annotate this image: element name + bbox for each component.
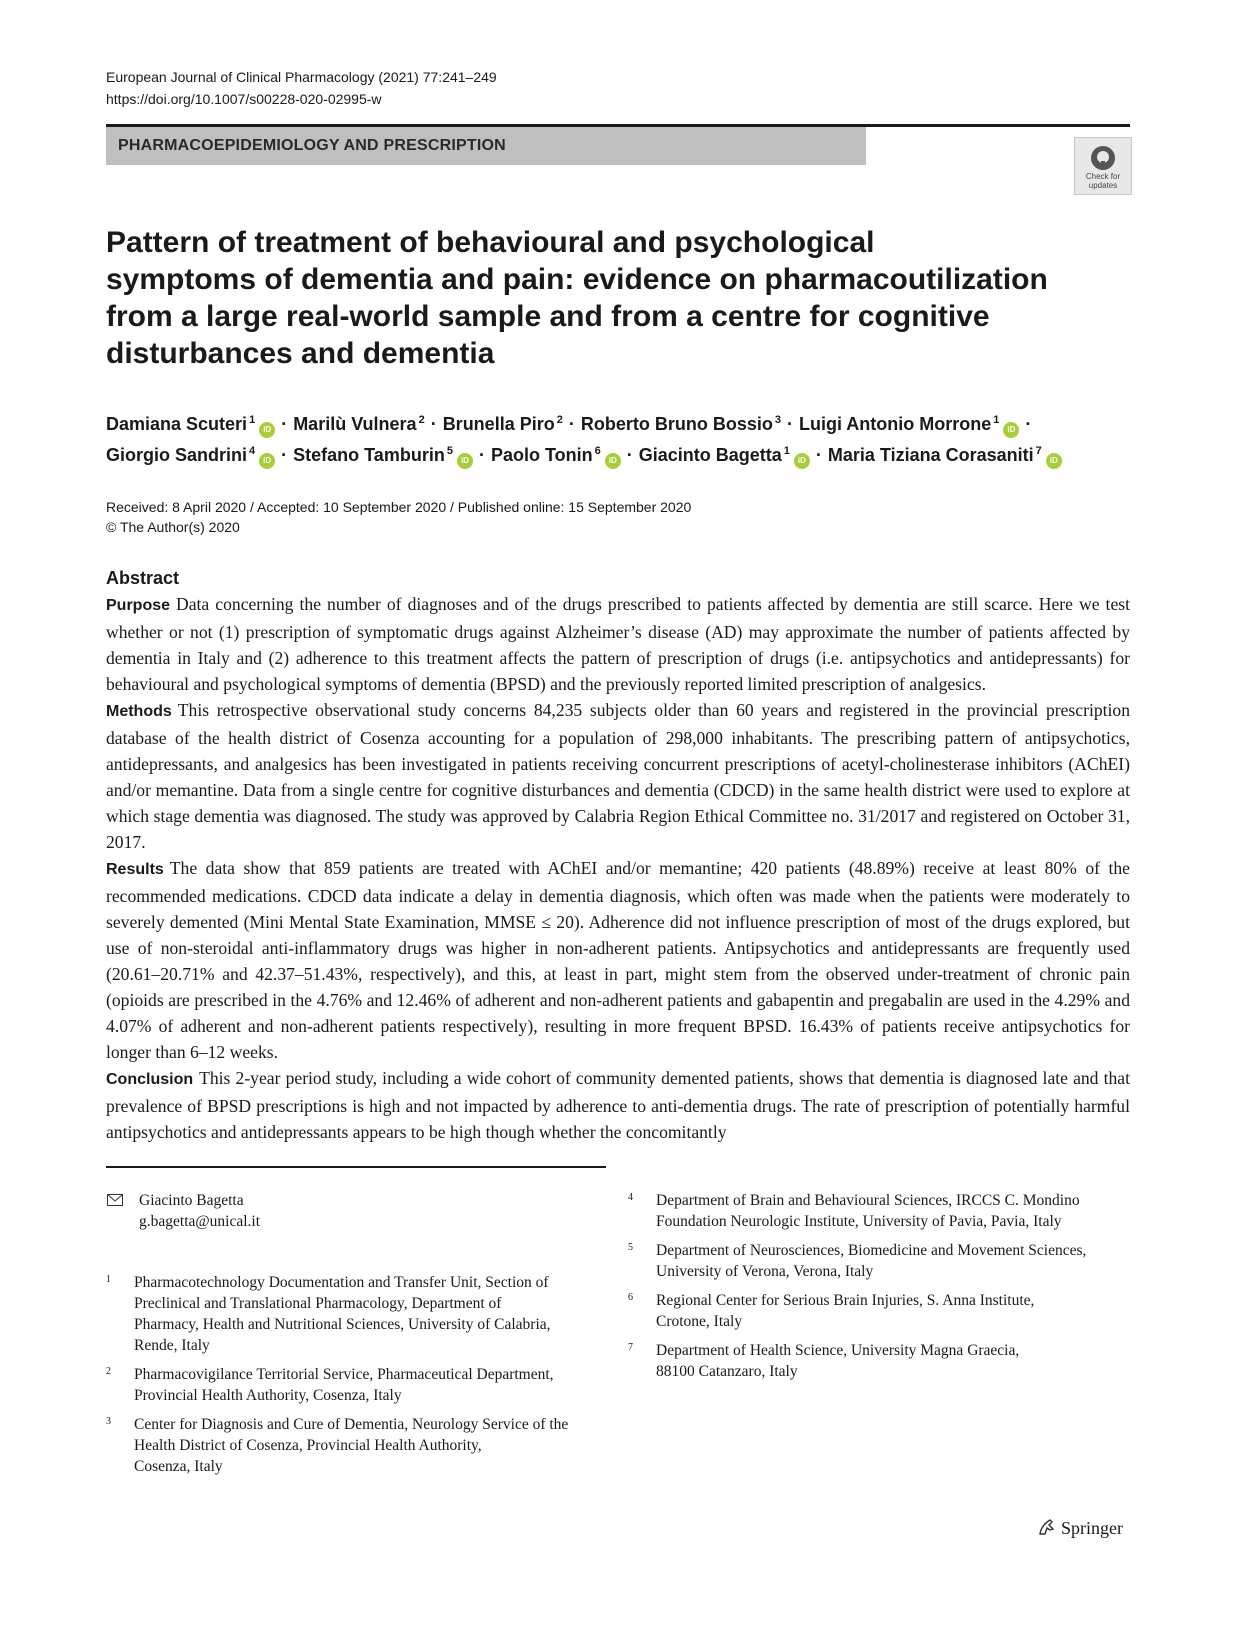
- affiliation-superscript: 1: [783, 445, 790, 457]
- affiliation-line: Preclinical and Translational Pharmacology, Department of: [134, 1295, 502, 1312]
- author-name-text: Luigi Antonio Morrone: [798, 414, 992, 434]
- orcid-icon[interactable]: iD: [457, 453, 473, 469]
- affiliation: [106, 1364, 576, 1406]
- author-name[interactable]: [293, 414, 425, 434]
- author-separator: ·: [1025, 414, 1032, 434]
- author-list: [106, 407, 1136, 469]
- orcid-icon[interactable]: iD: [794, 453, 810, 469]
- affiliation-line: 88100 Catanzaro, Italy: [656, 1363, 798, 1380]
- correspondence: [106, 1190, 260, 1232]
- author-name-text: Brunella Piro: [442, 414, 555, 434]
- affiliation: [628, 1290, 1098, 1332]
- author-separator: ·: [626, 445, 633, 465]
- affiliation-line: Cosenza, Italy: [134, 1458, 223, 1475]
- affiliation-line: Pharmacovigilance Territorial Service, Pharmaceutical Department,: [134, 1366, 554, 1383]
- title-line: Pattern of treatment of behavioural and psychological: [106, 226, 875, 259]
- doi-link[interactable]: https://doi.org/10.1007/s00228-020-02995-w: [106, 91, 382, 107]
- affiliation-number: 1: [106, 1274, 111, 1285]
- title-line: symptoms of dementia and pain: evidence on pharmacoutilization: [106, 263, 1048, 296]
- affiliation-line: Department of Health Science, University Magna Graecia,: [656, 1342, 1020, 1359]
- affiliation: [628, 1240, 1098, 1282]
- affiliation-line: Regional Center for Serious Brain Injuries, S. Anna Institute,: [656, 1292, 1035, 1309]
- affiliation-number: 4: [628, 1192, 633, 1203]
- affiliation-line: Pharmacotechnology Documentation and Transfer Unit, Section of: [134, 1274, 549, 1291]
- methods-label: Methods: [106, 703, 172, 720]
- affiliation-superscript: 1: [249, 414, 256, 426]
- author-name-text: Stefano Tamburin: [293, 445, 445, 465]
- check-for-updates-button[interactable]: [1074, 137, 1132, 195]
- affiliation-text: [656, 1240, 1098, 1282]
- affiliation: [106, 1272, 576, 1356]
- abstract-heading: Abstract: [106, 568, 180, 588]
- corresponding-email[interactable]: g.bagetta@unical.it: [139, 1213, 261, 1230]
- affiliation-superscript: 2: [418, 414, 425, 426]
- affiliation-line: Rende, Italy: [134, 1337, 210, 1354]
- author-name[interactable]: [581, 414, 781, 434]
- publisher-name: Springer: [1061, 1518, 1123, 1538]
- orcid-icon[interactable]: iD: [259, 422, 275, 438]
- author-name-text: Roberto Bruno Bossio: [580, 414, 773, 434]
- author-name-text: Giorgio Sandrini: [106, 445, 248, 465]
- journal-line: European Journal of Clinical Pharmacology (2021) 77:241–249: [106, 69, 497, 85]
- copyright-line: © The Author(s) 2020: [106, 519, 240, 535]
- affiliation-text: [656, 1290, 1098, 1332]
- affiliation-superscript: 4: [249, 445, 256, 457]
- abstract-results: [106, 855, 1130, 1065]
- publication-dates: [106, 497, 691, 537]
- purpose-label: Purpose: [106, 597, 171, 614]
- affiliation-line: Center for Diagnosis and Cure of Dementia, Neurology Service of the: [134, 1416, 569, 1433]
- methods-text: This retrospective observational study concerns 84,235 subjects older than 60 years and registered in the provincial prescription database of the health district of Cosenza accounting for a population of 298,000 inhabitants. The prescribing pattern of antipsychotics, antidepressants, and analgesics has been investigated in patients receiving concurrent prescriptions of acetyl-cholinesterase inhibitors (AChEI) and/or memantine. Data from a single centre for cognitive disturbances and dementia (CDCD) in the same health district were used to explore at which stage dementia was diagnosed. The study was approved by Calabria Region Ethical Committee no. 31/2017 and registered on October 31, 2017.: [106, 700, 1130, 852]
- affiliation-text: [656, 1190, 1098, 1232]
- author-name[interactable]: [799, 414, 1019, 434]
- publisher-logo: [1037, 1516, 1123, 1540]
- abstract: [106, 565, 1130, 1145]
- dates-line: Received: 8 April 2020 / Accepted: 10 September 2020 / Published online: 15 September 2020: [106, 499, 692, 515]
- affiliation-number: 3: [106, 1416, 111, 1427]
- author-name-text: Maria Tiziana Corasaniti: [827, 445, 1034, 465]
- conclusion-text: This 2-year period study, including a wide cohort of community demented patients, shows that dementia is diagnosed late and that prevalence of BPSD prescriptions is high and not impacted by adherence to anti-dementia drugs. The rate of prescription of potentially harmful antipsychotics and antidepressants appears to be high though whether the concomitantly: [106, 1068, 1130, 1142]
- affiliation-line: Pharmacy, Health and Nutritional Sciences, University of Calabria,: [134, 1316, 551, 1333]
- affiliation-superscript: 5: [446, 445, 453, 457]
- corresponding-author: Giacinto Bagetta: [139, 1192, 244, 1209]
- affiliation-line: Crotone, Italy: [656, 1313, 743, 1330]
- affiliation-number: 7: [628, 1342, 633, 1353]
- affiliation-line: Foundation Neurologic Institute, University of Pavia, Pavia, Italy: [656, 1213, 1062, 1230]
- results-text: The data show that 859 patients are treated with AChEI and/or memantine; 420 patients (48.89%) receive at least 80% of the recommended medications. CDCD data indicate a delay in dementia diagnosis, which often was made when the patients were moderately to severely demented (Mini Mental State Examination, MMSE ≤ 20). Adherence did not influence prescription of most of the drugs explored, but use of non-steroidal anti-inflammatory drugs was higher in non-adherent patients. Antipsychotics and antidepressants are frequently used (20.61–20.71% and 42.37–51.43%, respectively), and this, at least in part, might stem from the observed under-treatment of chronic pain (opioids are prescribed in the 4.76% and 12.46% of adherent and non-adherent patients and gabapentin and pregabalin are used in the 4.29% and 4.07% of adherent and non-adherent patients respectively), resulting in more frequent BPSD. 16.43% of patients receive antipsychotics for longer than 6–12 weeks.: [106, 858, 1130, 1062]
- orcid-icon[interactable]: iD: [259, 453, 275, 469]
- conclusion-label: Conclusion: [106, 1071, 194, 1088]
- title-line: from a large real-world sample and from a centre for cognitive: [106, 300, 990, 333]
- author-name-text: Marilù Vulnera: [293, 414, 417, 434]
- orcid-icon[interactable]: iD: [1046, 453, 1062, 469]
- check-updates-icon: [1089, 144, 1117, 172]
- springer-horse-icon: [1037, 1517, 1057, 1537]
- envelope-icon: [106, 1194, 124, 1206]
- article-title: [106, 224, 1066, 372]
- abstract-purpose: [106, 591, 1130, 697]
- affiliation: [628, 1340, 1098, 1382]
- results-label: Results: [106, 861, 164, 878]
- author-name[interactable]: [639, 445, 810, 465]
- affiliation-line: Health District of Cosenza, Provincial Health Authority,: [134, 1437, 482, 1454]
- author-name[interactable]: [106, 445, 275, 465]
- orcid-icon[interactable]: iD: [605, 453, 621, 469]
- affiliation-text: [134, 1364, 576, 1406]
- purpose-text: Data concerning the number of diagnoses and of the drugs prescribed to patients affected by dementia are still scarce. Here we test whether or not (1) prescription of symptomatic drugs against Alzheimer’s disease (AD) may approximate the number of patients affected by dementia in Italy and (2) adherence to this treatment affects the pattern of prescription of drugs (i.e. antipsychotics and antidepressants) for behavioural and psychological symptoms of dementia (BPSD) and the previously reported limited prescription of analgesics.: [106, 594, 1130, 694]
- affiliation-line: Provincial Health Authority, Cosenza, Italy: [134, 1387, 402, 1404]
- affiliation-line: Department of Brain and Behavioural Sciences, IRCCS C. Mondino: [656, 1192, 1080, 1209]
- affiliation-number: 2: [106, 1366, 111, 1377]
- author-name[interactable]: [443, 414, 563, 434]
- author-separator: ·: [430, 414, 437, 434]
- author-name-text: Paolo Tonin: [490, 445, 593, 465]
- abstract-conclusion: [106, 1065, 1130, 1145]
- affiliation-text: [134, 1272, 576, 1356]
- author-name-text: Damiana Scuteri: [106, 414, 248, 434]
- journal-citation: [106, 66, 497, 110]
- title-line: disturbances and dementia: [106, 337, 495, 370]
- author-separator: ·: [568, 414, 575, 434]
- affiliation-superscript: 3: [774, 414, 781, 426]
- affiliation-superscript: 6: [594, 445, 601, 457]
- affiliation-superscript: 1: [993, 414, 1000, 426]
- section-label: PHARMACOEPIDEMIOLOGY AND PRESCRIPTION: [106, 127, 866, 165]
- affiliation-text: [134, 1414, 576, 1477]
- author-name[interactable]: [106, 414, 275, 434]
- abstract-methods: [106, 697, 1130, 855]
- author-separator: ·: [786, 414, 793, 434]
- affiliation-line: Department of Neurosciences, Biomedicine and Movement Sciences,: [656, 1242, 1087, 1259]
- author-separator: ·: [281, 414, 288, 434]
- orcid-icon[interactable]: iD: [1003, 422, 1019, 438]
- author-separator: ·: [815, 445, 822, 465]
- affiliation-number: 5: [628, 1242, 633, 1253]
- affiliation-superscript: 7: [1035, 445, 1042, 457]
- author-separator: ·: [478, 445, 485, 465]
- check-updates-label-2: updates: [1088, 181, 1118, 190]
- author-line: [106, 407, 1136, 438]
- author-separator: ·: [281, 445, 288, 465]
- affiliation-number: 6: [628, 1292, 633, 1303]
- author-name[interactable]: [828, 445, 1062, 465]
- footnote-rule: [106, 1166, 606, 1168]
- author-line: [106, 438, 1136, 469]
- affiliation-line: University of Verona, Verona, Italy: [656, 1263, 874, 1280]
- author-name-text: Giacinto Bagetta: [638, 445, 782, 465]
- affiliation: [106, 1414, 576, 1477]
- author-name[interactable]: [491, 445, 621, 465]
- check-updates-label-1: Check for: [1085, 172, 1121, 181]
- affiliation-superscript: 2: [556, 414, 563, 426]
- affiliation: [628, 1190, 1098, 1232]
- author-name[interactable]: [293, 445, 473, 465]
- affiliation-text: [656, 1340, 1098, 1382]
